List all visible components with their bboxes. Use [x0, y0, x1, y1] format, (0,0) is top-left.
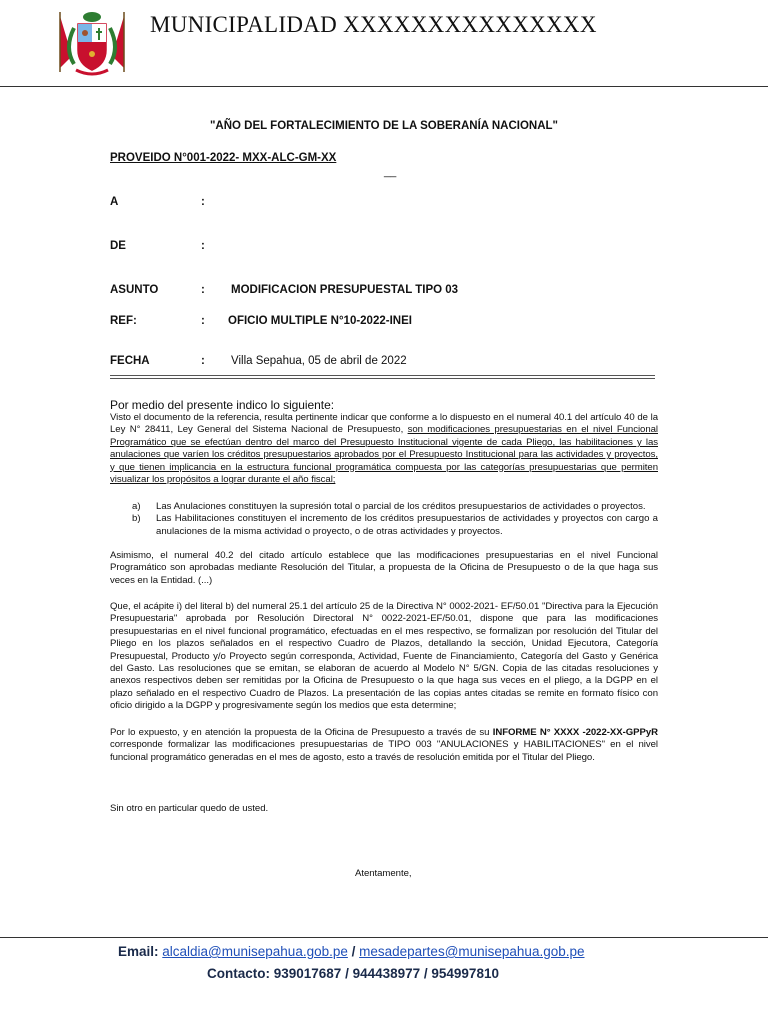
field-asunto-label: ASUNTO: [110, 284, 159, 296]
field-de-colon: :: [201, 240, 205, 252]
closing-line: Sin otro en particular quedo de usted.: [110, 803, 269, 814]
list-item: [110, 501, 658, 513]
field-de-label: DE: [110, 240, 126, 252]
list-item-text: Las Anulaciones constituyen la supresión total o parcial de los créditos presupuestarios de actividades o proyectos.: [156, 501, 646, 512]
paragraph-4-text: Por lo expuesto, y en atención la propuesta de la Oficina de Presupuesto a través de su: [110, 727, 493, 738]
paragraph-2: Asimismo, el numeral 40.2 del citado artículo establece que las modificaciones presupuestarias en el nivel Funcional Programático son aprobadas mediante Resolución del Titular, a propuesta de la Oficina de Presupuesto o de la que haga sus veces en la Entidad. (...): [110, 550, 658, 586]
list-item: [110, 513, 658, 538]
separator-line-2: [110, 378, 655, 379]
field-a-colon: :: [201, 196, 205, 208]
field-asunto-value: MODIFICACION PRESUPUESTAL TIPO 03: [231, 284, 459, 296]
field-a-label: A: [110, 196, 119, 208]
field-fecha-label: FECHA: [110, 355, 150, 367]
field-asunto-colon: :: [201, 284, 205, 296]
field-fecha-colon: :: [201, 355, 205, 367]
email-link-alcaldia[interactable]: alcaldia@munisepahua.gob.pe: [162, 944, 348, 959]
peru-coat-of-arms-icon: [52, 8, 132, 80]
field-ref-colon: :: [201, 315, 205, 327]
paragraph-1-underlined: son modificaciones presupuestarias en el nivel Funcional Programático que se efectúan dentro del marco del Presupuesto Institucional vigente de cada Pliego, las habilitaciones y las anulaciones que varíen los créditos presupuestarios aprobados por el Presupuesto Institucional para las actividades y proyectos, y que tienen implicancia en la estructura funcional programática compuesta por las categorías presupuestarias que permiten visualizar los propósitos a lograr durante el año fiscal;: [110, 424, 658, 486]
field-fecha-value: Villa Sepahua, 05 de abril de 2022: [231, 355, 407, 367]
email-separator: /: [347, 944, 360, 959]
email-label: Email:: [118, 944, 159, 959]
header-title: MUNICIPALIDAD XXXXXXXXXXXXXXX: [150, 12, 597, 37]
signoff: Atentamente,: [355, 868, 412, 879]
list-marker: b): [132, 513, 141, 525]
year-motto: "AÑO DEL FORTALECIMIENTO DE LA SOBERANÍA NACIONAL": [209, 120, 559, 132]
field-ref-value: OFICIO MULTIPLE N°10-2022-INEI: [228, 315, 412, 327]
email-link-mesadepartes[interactable]: mesadepartes@munisepahua.gob.pe: [359, 944, 585, 959]
list-item-text: Las Habilitaciones constituyen el incremento de los créditos presupuestarios de actividades y proyectos con cargo a anulaciones de la misma actividad o proyecto, o de otras actividades y proyectos.: [156, 513, 658, 537]
report-reference: INFORME N° XXXX -2022-XX-GPPyR: [492, 727, 659, 738]
separator-line: [110, 375, 655, 376]
paragraph-1-text: Visto el documento de la referencia, resulta pertinente indicar que conforme a lo dispuesto en el numeral 40.1 del artículo 40 de la Ley N° 28411, Ley General del Sistema Nacional de Presupuesto,: [110, 412, 658, 436]
list-marker: a): [132, 501, 141, 512]
header-divider: [0, 86, 768, 87]
footer-email: [118, 944, 585, 959]
field-ref-label: REF:: [110, 315, 137, 327]
paragraph-3: Que, el acápite i) del literal b) del numeral 25.1 del artículo 25 de la Directiva N° 0002-2021- EF/50.01 "Directiva para la Ejecución Presupuestaria" aprobada por Resolución Directoral N° 0022-2021-EF/50.01, dispone que para las modificaciones presupuestarias en el nivel funcional programático, efectuadas en el mes respectivo, se formalizan por resolución del Titular del Pliego en los plazos señalados en el respectivo Cuadro de Plazos, detallando la sección, Unidad Ejecutora, Categoría Presupuestal, Producto y/o Proyecto según corresponda, Actividad, Fuente de Financiamiento, Categoría del Gasto y Genérica del Gasto. Las resoluciones que se emitan, se elaboran de acuerdo al Modelo N° 5/GN. Copia de las citadas resoluciones y anexos respectivos deben ser remitidas por la Oficina de Presupuesto o la que haga sus veces en el pliego, a la DGPP en el plazo señalado en el respectivo Cuadro de Plazos. La presentación de las copias antes citadas se remite en formato físico con oficio dirigido a la DGPP y progresivamente según los medios que esta determine;: [110, 601, 658, 712]
paragraph-4-end: corresponde formalizar las modificaciones presupuestarias de TIPO 003 "ANULACIONES y HABILITACIONES" en el nivel funcional programático generadas en el mes de agosto, esto a través de resolución emitida por el Titular del Pliego.: [110, 739, 658, 763]
footer-contact: Contacto: 939017687 / 944438977 / 954997810: [207, 966, 499, 981]
paragraph-1: [110, 412, 658, 486]
footer-divider: [0, 937, 768, 938]
dash-mark: __: [384, 166, 397, 178]
intro-line: Por medio del presente indico lo siguiente:: [110, 398, 334, 412]
definitions-list: [110, 501, 658, 538]
paragraph-4: [110, 727, 658, 764]
document-number: PROVEIDO N°001-2022- MXX-ALC-GM-XX: [110, 152, 337, 164]
municipal-emblem: [52, 8, 132, 80]
